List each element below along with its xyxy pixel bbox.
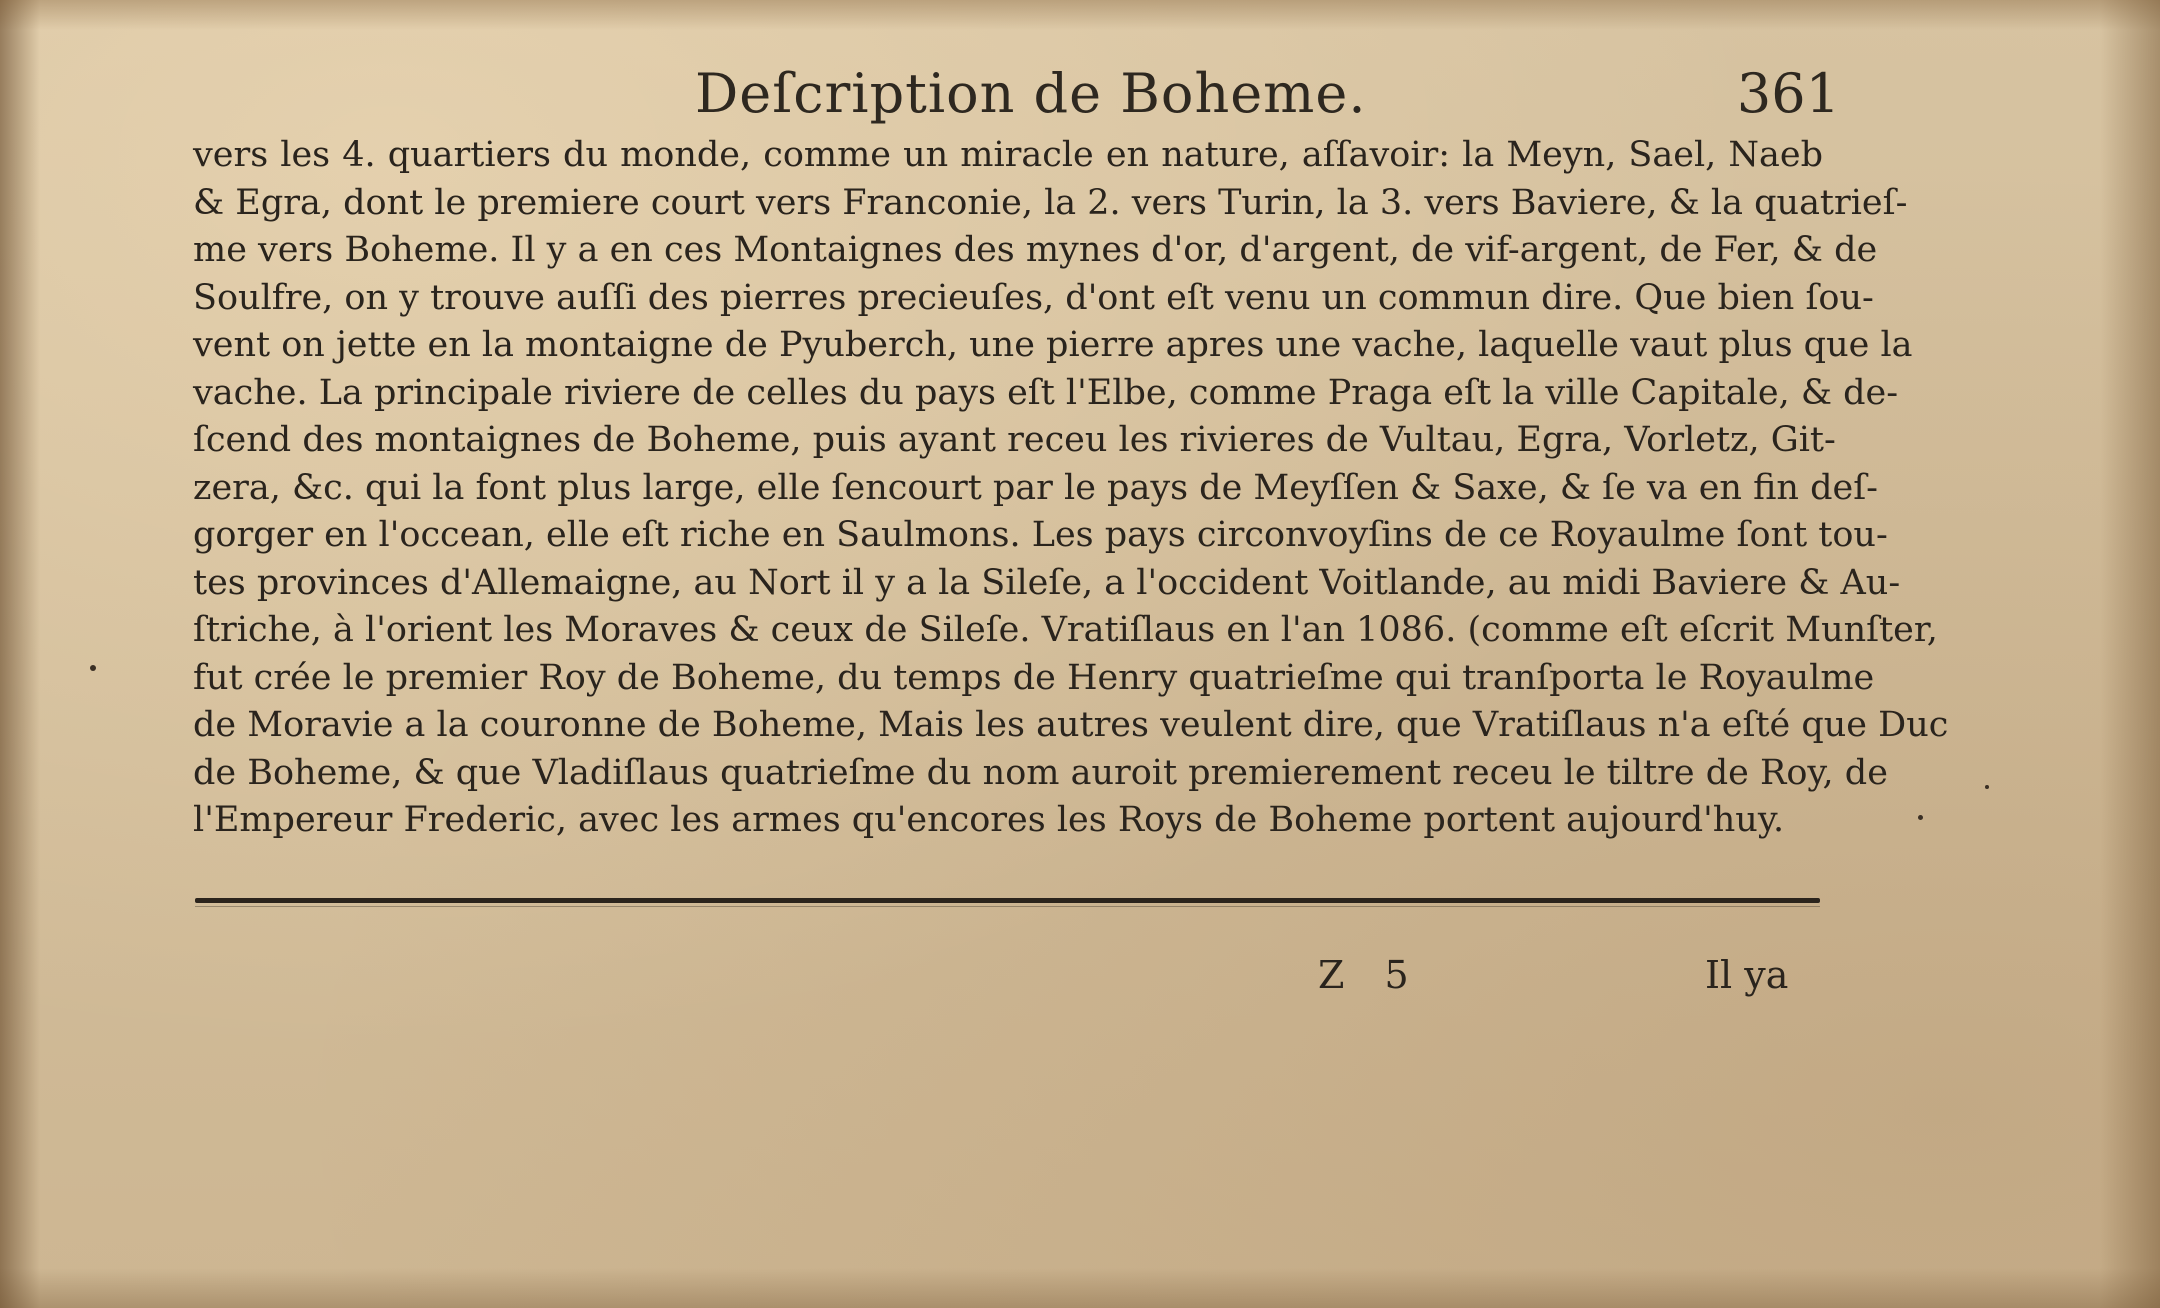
text-line: fut crée le premier Roy de Boheme, du temps de Henry quatrieſme qui tranſporta le Royaulme [193,657,1875,698]
page-shadow-top [0,0,2160,30]
ink-fleck [1918,815,1923,820]
text-line: vers les 4. quartiers du monde, comme un miracle en nature, aſſavoir: la Meyn, Sael, Naeb [193,135,1823,175]
ink-fleck [90,665,96,671]
text-line: vent on jette en la montaigne de Pyuberch, une pierre apres une vache, laquelle vaut plus que la [193,325,1913,365]
text-line: Soulfre, on y trouve auſſi des pierres precieuſes, d'ont eſt venu un commun dire. Que bien ſou- [193,277,1874,318]
page-shadow-right [2100,0,2160,1308]
page-shadow-left [0,0,40,1308]
horizontal-rule [195,898,1820,903]
text-line: zera, &c. qui la font plus large, elle ſencourt par le pays de Meyſſen & Saxe, & ſe va en fin deſ- [193,467,1878,508]
ink-fleck [1985,785,1989,789]
text-line: ſcend des montaignes de Boheme, puis ayant receu les rivieres de Vultau, Egra, Vorletz, Git- [193,420,1836,460]
signature-mark: Z 5 [1318,953,1423,997]
text-line: ſtriche, à l'orient les Moraves & ceux de Sileſe. Vratiſlaus en l'an 1086. (comme eſt eſcrit Munſter, [193,610,1938,650]
text-line: & Egra, dont le premiere court vers Franconie, la 2. vers Turin, la 3. vers Baviere, & la quatrieſ- [193,182,1908,223]
page-shadow-bottom [0,1268,2160,1308]
running-title: Deſcription de Boheme. [695,62,1367,125]
text-line: me vers Boheme. Il y a en ces Montaignes des mynes d'or, d'argent, de vif-argent, de Fer, & de [193,230,1878,270]
text-line: vache. La principale riviere de celles du pays eſt l'Elbe, comme Praga eſt la ville Capitale, & de- [193,372,1899,413]
text-line: de Moravie a la couronne de Boheme, Mais les autres veulent dire, que Vratiſlaus n'a eſté que Duc [193,705,1949,745]
horizontal-rule-shadow [195,906,1820,907]
text-line: tes provinces d'Allemaigne, au Nort il y a la Sileſe, a l'occident Voitlande, au midi Baviere & Au- [193,562,1901,603]
body-text [193,132,1949,845]
page-header [195,62,1840,132]
page-number: 361 [1736,62,1840,125]
catchword: Il ya [1705,953,1789,997]
text-line: l'Empereur Frederic, avec les armes qu'encores les Roys de Boheme portent aujourd'huy. [193,800,1785,840]
text-line: gorger en l'occean, elle eſt riche en Saulmons. Les pays circonvoyſins de ce Royaulme ſont tou- [193,515,1888,555]
text-line: de Boheme, & que Vladiſlaus quatrieſme du nom auroit premierement receu le tiltre de Roy, de [193,752,1888,793]
